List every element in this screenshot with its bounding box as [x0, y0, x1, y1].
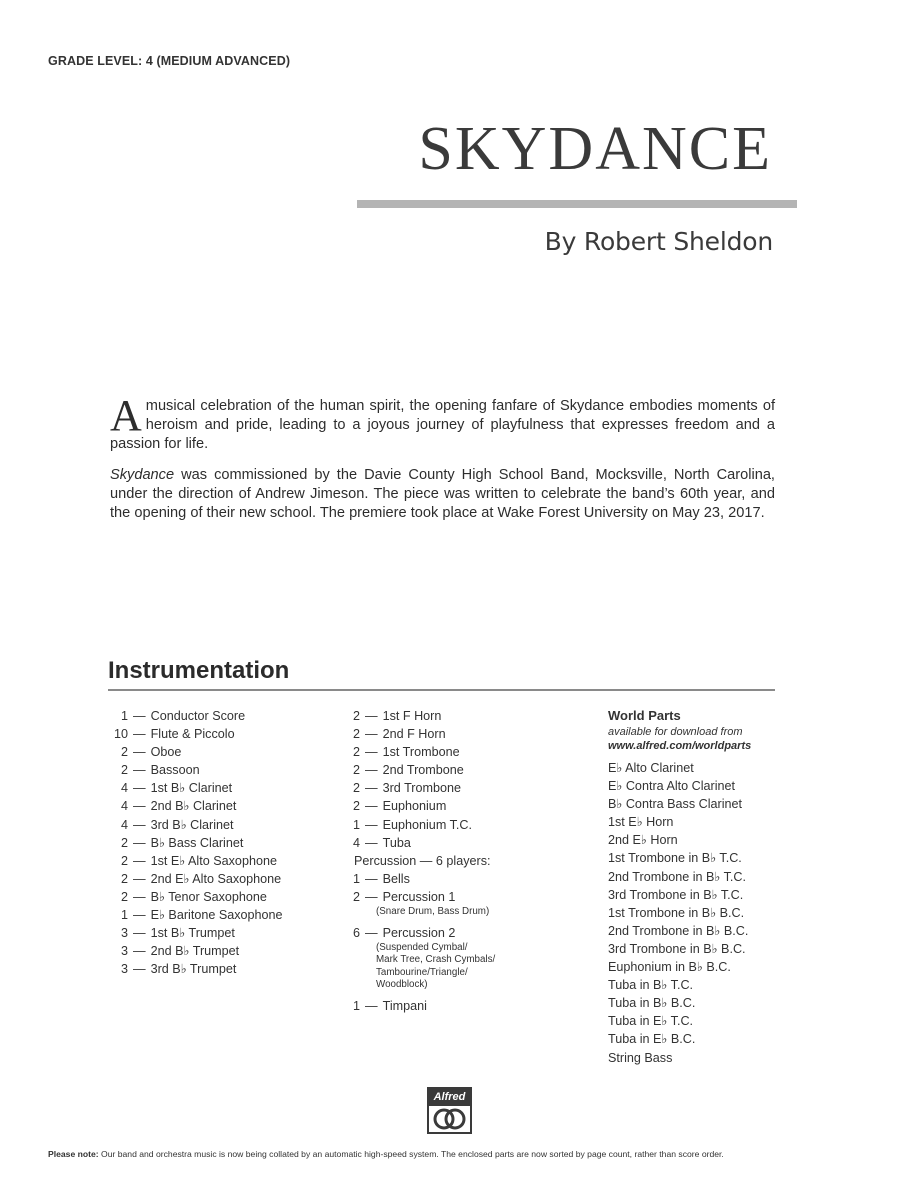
instrument-name: 1st B♭ Clarinet	[150, 781, 233, 796]
instrument-row	[330, 888, 495, 906]
world-parts-title: World Parts	[608, 708, 681, 723]
instrument-name: 3rd B♭ Clarinet	[150, 817, 234, 832]
instrument-dash: —	[365, 889, 378, 904]
instrument-name: B♭ Tenor Saxophone	[150, 889, 267, 904]
instrument-row	[98, 779, 283, 797]
grade-level: GRADE LEVEL: 4 (MEDIUM ADVANCED)	[48, 54, 291, 68]
instrument-name: Percussion 1	[382, 889, 456, 904]
instrument-name: Timpani	[382, 998, 427, 1013]
instrument-quantity: 2	[120, 763, 128, 778]
instrument-quantity: 2	[352, 799, 360, 814]
instrument-quantity: 2	[352, 781, 360, 796]
page-title: SKYDANCE	[418, 115, 772, 183]
instrument-name: E♭ Baritone Saxophone	[150, 908, 283, 923]
instrument-name: Bassoon	[150, 763, 200, 778]
instrumentation-heading: Instrumentation	[108, 657, 290, 684]
instrument-name: 3rd Trombone	[382, 781, 461, 796]
instrument-quantity: 1	[352, 817, 360, 832]
title-divider	[357, 200, 797, 208]
instrument-name: Bells	[382, 871, 410, 886]
world-parts-url: www.alfred.com/worldparts	[608, 740, 752, 752]
instrument-row	[98, 797, 283, 815]
instrument-row	[98, 725, 283, 743]
instrument-dash: —	[365, 763, 378, 778]
instrument-quantity: 4	[352, 835, 360, 850]
instrument-quantity: 2	[352, 727, 360, 742]
instrument-dash: —	[133, 709, 146, 723]
drop-cap: A	[110, 391, 142, 440]
instrument-name: Flute & Piccolo	[150, 727, 235, 742]
instrument-quantity: 2	[352, 763, 360, 778]
intro-paragraph-2-title: Skydance	[110, 467, 175, 483]
intro-paragraph-1	[110, 391, 775, 454]
world-part-item: E♭ Contra Alto Clarinet	[608, 779, 736, 794]
world-part-item: 2nd Trombone in B♭ B.C.	[608, 923, 749, 938]
instrument-dash: —	[365, 925, 378, 940]
alfred-logo	[427, 1087, 472, 1134]
world-part-item: Tuba in B♭ B.C.	[608, 996, 696, 1011]
instrument-name: B♭ Bass Clarinet	[150, 835, 244, 850]
world-part-item: Tuba in B♭ T.C.	[608, 978, 694, 993]
instrument-row	[330, 779, 495, 797]
percussion-detail: (Suspended Cymbal/	[376, 941, 468, 953]
instrument-quantity: 1	[120, 709, 128, 723]
instrument-row	[98, 761, 283, 779]
world-part-item: E♭ Alto Clarinet	[608, 761, 694, 775]
world-part-item: Euphonium in B♭ B.C.	[608, 960, 731, 975]
instrument-name: 2nd B♭ Clarinet	[150, 799, 237, 814]
world-part-item: Tuba in E♭ B.C.	[608, 1032, 696, 1047]
instrument-name: 1st Trombone	[382, 745, 460, 760]
world-part-item: 3rd Trombone in B♭ B.C.	[608, 941, 746, 956]
instrument-row	[98, 834, 283, 852]
instrument-name: Euphonium	[382, 799, 447, 814]
world-part-item: Tuba in E♭ T.C.	[608, 1014, 694, 1029]
instrument-row	[330, 743, 495, 761]
instrument-dash: —	[365, 709, 378, 723]
instrument-row	[330, 725, 495, 743]
instrument-name: 2nd F Horn	[382, 727, 446, 742]
instrument-name: 1st F Horn	[382, 709, 442, 723]
instrument-row	[330, 797, 495, 815]
instrument-name: 2nd Trombone	[382, 763, 464, 778]
instrument-quantity: 2	[120, 871, 128, 886]
world-part-item: 1st Trombone in B♭ T.C.	[608, 851, 742, 866]
instrument-row	[98, 870, 283, 888]
instrument-name: Tuba	[382, 835, 411, 850]
instrument-list-column-2	[330, 707, 495, 1015]
footer-note-label: Please note:	[48, 1149, 99, 1159]
instrument-quantity: 4	[120, 799, 128, 814]
instrument-name: 1st E♭ Alto Saxophone	[150, 853, 277, 868]
instrument-quantity: 2	[352, 709, 360, 723]
instrument-dash: —	[133, 763, 146, 778]
instrument-row	[98, 743, 283, 761]
instrument-dash: —	[133, 835, 146, 850]
instrument-row	[330, 997, 495, 1015]
intro-text	[110, 391, 775, 535]
instrument-row	[98, 942, 283, 960]
instrument-dash: —	[133, 727, 146, 742]
instrument-dash: —	[133, 871, 146, 886]
instrument-dash: —	[365, 799, 378, 814]
instrument-list-column-1	[98, 707, 283, 978]
world-part-item: 2nd E♭ Horn	[608, 833, 678, 848]
instrument-quantity: 4	[120, 817, 128, 832]
instrument-dash: —	[133, 799, 146, 814]
instrument-quantity: 2	[120, 835, 128, 850]
instrument-dash: —	[365, 835, 378, 850]
instrument-name: 3rd B♭ Trumpet	[150, 962, 237, 977]
instrument-row	[98, 924, 283, 942]
instrument-dash: —	[133, 908, 146, 923]
world-part-item: 2nd Trombone in B♭ T.C.	[608, 869, 747, 884]
instrument-row	[98, 816, 283, 834]
instrument-quantity: 2	[352, 889, 360, 904]
instrument-row	[98, 707, 283, 725]
instrument-quantity: 10	[113, 727, 128, 742]
intro-paragraph-2-text: was commissioned by the Davie County High School Band, Mocksville, North Carolina, under the direction of Andrew Jimeson. The piece was written to celebrate the band’s 60th year, and the opening of their new school. The premiere took place at Wake Forest University on May 23, 2017.	[110, 467, 775, 521]
instrument-dash: —	[365, 781, 378, 796]
instrument-name: Euphonium T.C.	[382, 817, 472, 832]
instrument-dash: —	[133, 889, 146, 904]
instrument-dash: —	[133, 817, 146, 832]
instrument-row	[330, 761, 495, 779]
instrumentation-divider	[108, 689, 775, 691]
instrument-dash: —	[133, 853, 146, 868]
instrument-quantity: 3	[120, 962, 128, 977]
alfred-logo-icon	[433, 1108, 466, 1130]
instrument-dash: —	[365, 871, 378, 886]
instrument-name: 2nd B♭ Trumpet	[150, 944, 240, 959]
instrument-dash: —	[365, 817, 378, 832]
instrument-dash: —	[133, 926, 146, 941]
intro-paragraph-2	[110, 466, 775, 523]
instrument-row	[98, 906, 283, 924]
world-parts-list	[608, 759, 751, 1067]
world-parts-subtitle: available for download from	[608, 726, 743, 738]
world-part-item: 1st Trombone in B♭ B.C.	[608, 905, 745, 920]
world-part-item: 1st E♭ Horn	[608, 815, 674, 830]
world-parts-column	[608, 707, 751, 1067]
instrument-row	[98, 888, 283, 906]
percussion-detail: Tambourine/Triangle/	[376, 966, 468, 978]
instrument-row	[98, 960, 283, 978]
instrument-dash: —	[365, 727, 378, 742]
instrument-name: 2nd E♭ Alto Saxophone	[150, 871, 282, 886]
instrument-quantity: 6	[352, 925, 360, 940]
world-part-item: String Bass	[608, 1050, 673, 1065]
instrument-quantity: 4	[120, 781, 128, 796]
instrument-name: Percussion 2	[382, 925, 456, 940]
instrument-quantity: 2	[120, 889, 128, 904]
instrument-quantity: 1	[352, 998, 360, 1013]
instrument-dash: —	[133, 745, 146, 760]
instrument-dash: —	[133, 781, 146, 796]
percussion-detail: Mark Tree, Crash Cymbals/	[376, 954, 496, 966]
instrument-quantity: 1	[352, 871, 360, 886]
percussion-detail: Woodblock)	[376, 979, 428, 991]
instrument-name: Oboe	[150, 745, 182, 760]
percussion-detail: (Snare Drum, Bass Drum)	[376, 906, 490, 918]
world-part-item: B♭ Contra Bass Clarinet	[608, 797, 743, 812]
instrument-quantity: 2	[352, 745, 360, 760]
footer-note-text: Our band and orchestra music is now being collated by an automatic high-speed system. The enclosed parts are now sorted by page count, rather than score order.	[98, 1149, 724, 1159]
intro-paragraph-1-text: musical celebration of the human spirit, the opening fanfare of Skydance embodies moments of heroism and pride, leading to a joyous journey of playfulness that expresses freedom and a passion for life.	[110, 398, 775, 452]
instrument-dash: —	[133, 944, 146, 959]
instrument-name: 1st B♭ Trumpet	[150, 926, 235, 941]
footer-note	[48, 1149, 858, 1159]
instrument-row	[330, 924, 495, 942]
instrument-quantity: 1	[120, 908, 128, 923]
instrument-dash: —	[133, 962, 146, 977]
instrument-name: Conductor Score	[150, 709, 246, 723]
instrument-row	[330, 870, 495, 888]
alfred-logo-text: Alfred	[429, 1089, 470, 1106]
instrument-row	[330, 707, 495, 725]
instrument-quantity: 3	[120, 944, 128, 959]
instrument-dash: —	[365, 998, 378, 1013]
instrument-quantity: 2	[120, 745, 128, 760]
percussion-label: Percussion — 6 players:	[354, 853, 491, 868]
instrument-quantity: 2	[120, 853, 128, 868]
instrument-row	[98, 852, 283, 870]
instrument-row	[330, 816, 495, 834]
instrument-dash: —	[365, 745, 378, 760]
world-part-item: 3rd Trombone in B♭ T.C.	[608, 887, 744, 902]
instrument-row	[330, 834, 495, 852]
composer-credit: By Robert Sheldon	[544, 227, 773, 256]
instrument-quantity: 3	[120, 926, 128, 941]
